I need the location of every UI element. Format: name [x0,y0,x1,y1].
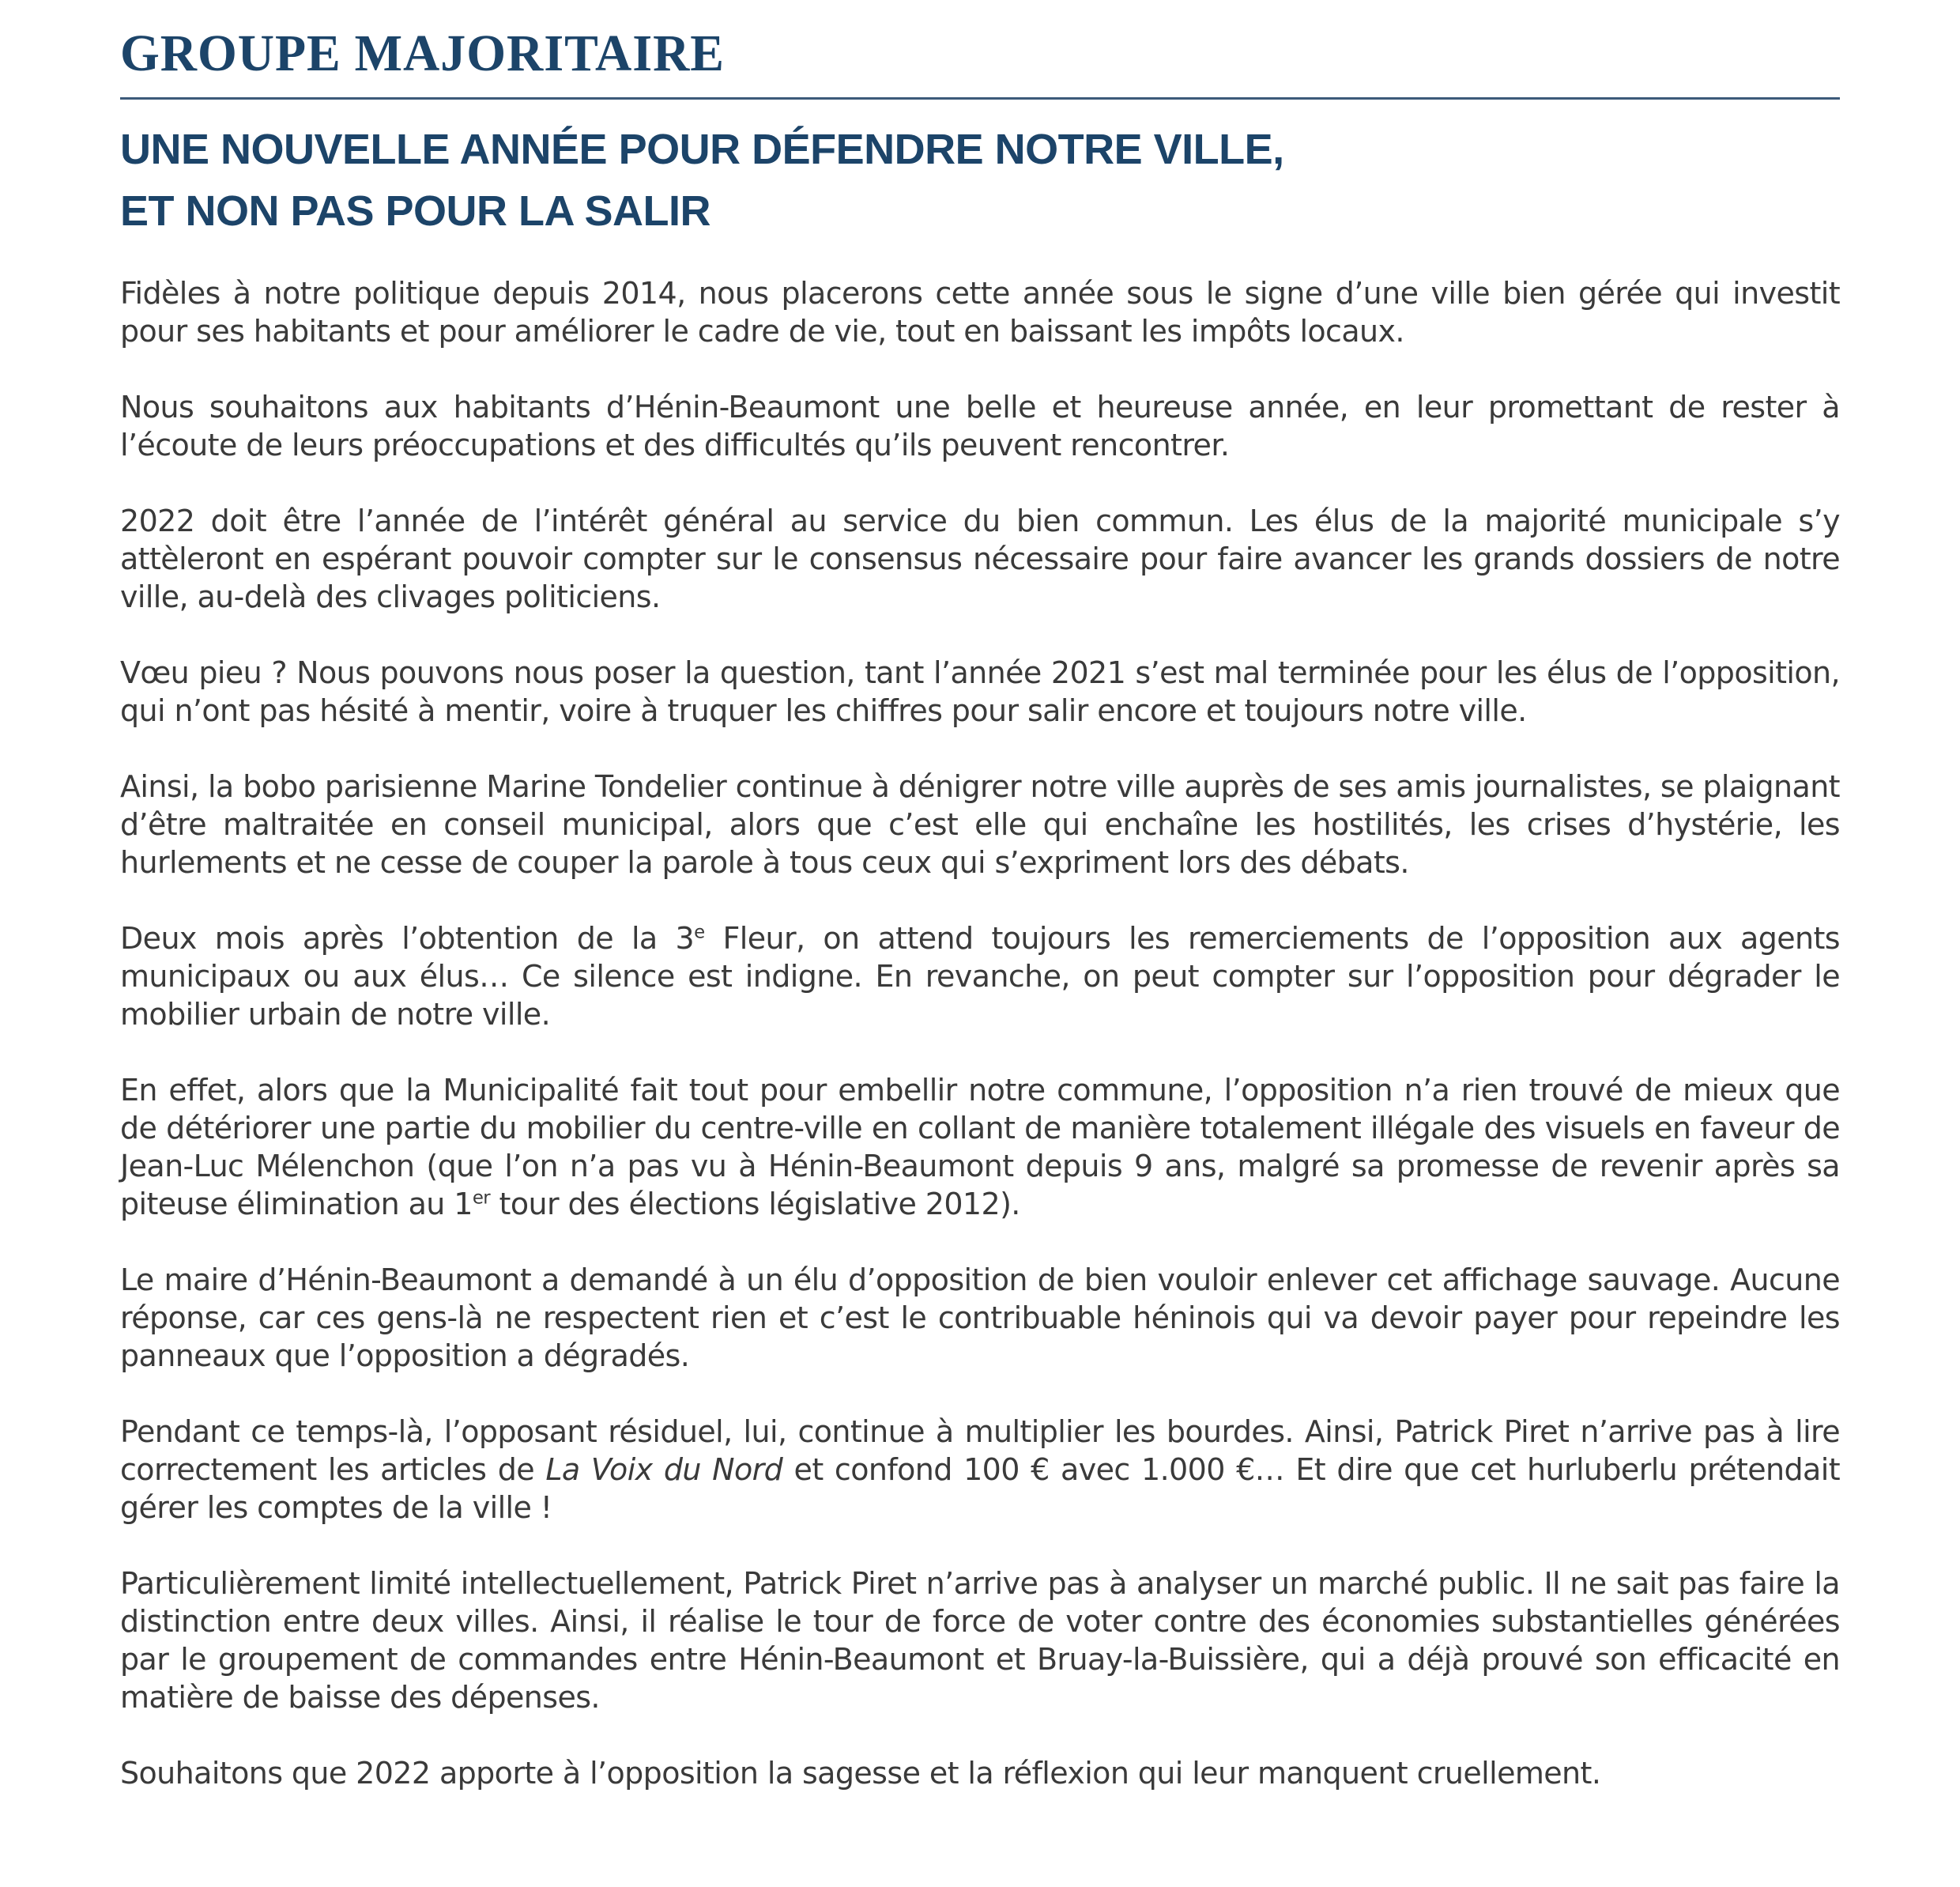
paragraph [120,1413,1840,1527]
headline-line-1: UNE NOUVELLE ANNÉE POUR DÉFENDRE NOTRE VILLE, [120,126,1284,173]
text-run: tour des élections législative 2012). [490,1187,1020,1221]
paragraph: Nous souhaitons aux habitants d’Hénin-Beaumont une belle et heureuse année, en leur promettant de rester à l’écoute de leurs préoccupations et des difficultés qu’ils peuvent rencontrer. [120,390,1840,462]
paragraph: Fidèles à notre politique depuis 2014, nous placerons cette année sous le signe d’une ville bien gérée qui investit pour ses habitants et pour améliorer le cadre de vie, tout en baissant les impôts locaux. [120,276,1840,349]
paragraph: Particulièrement limité intellectuellement, Patrick Piret n’arrive pas à analyser un marché public. Il ne sait pas faire la distinction entre deux villes. Ainsi, il réalise le tour de force de voter contre des économies substantielles générées par le groupement de commandes entre Hénin-Beaumont et Bruay-la-Buissière, qui a déjà prouvé son efficacité en matière de baisse des dépenses. [120,1566,1840,1715]
paragraph [120,1071,1840,1223]
paragraph [120,919,1840,1033]
paragraph: 2022 doit être l’année de l’intérêt général au service du bien commun. Les élus de la majorité municipale s’y attèleront en espérant pouvoir compter sur le consensus nécessaire pour faire avancer les grands dossiers de notre ville, au-delà des clivages politiciens. [120,504,1840,614]
paragraph: Souhaitons que 2022 apporte à l’opposition la sagesse et la réflexion qui leur manquent cruellement. [120,1756,1601,1791]
text-run: et confond 100 € avec 1.000 €… Et dire que cet hurluberlu prétendait gérer les comptes de la ville ! [120,1452,1840,1525]
superscript: er [472,1187,491,1209]
text-run: Fleur, on attend toujours les remerciements de l’opposition aux agents municipaux ou aux élus… Ce silence est indigne. En revanche, on peut compter sur l’opposition pour dégrader le mobilier urbain de notre ville. [120,921,1840,1032]
paragraph: Le maire d’Hénin-Beaumont a demandé à un élu d’opposition de bien vouloir enlever cet affichage sauvage. Aucune réponse, car ces gens-là ne respectent rien et c’est le contribuable héninois qui va devoir payer pour repeindre les panneaux que l’opposition a dégradés. [120,1262,1840,1373]
superscript: e [694,922,705,943]
article-body [120,274,1840,1792]
paragraph: Ainsi, la bobo parisienne Marine Tondelier continue à dénigrer notre ville auprès de ses amis journalistes, se plaignant d’être maltraitée en conseil municipal, alors que c’est elle qui enchaîne les hostilités, les crises d’hystérie, les hurlements et ne cesse de couper la parole à tous ceux qui s’expriment lors des débats. [120,769,1840,880]
text-run: Pendant ce temps-là, l’opposant résiduel, lui, continue à multiplier les bourdes. Ainsi, Patrick Piret n’arrive pas à lire correctement les articles de [120,1414,1840,1487]
paragraph: Vœu pieu ? Nous pouvons nous poser la question, tant l’année 2021 s’est mal terminée pour les élus de l’opposition, qui n’ont pas hésité à mentir, voire à truquer les chiffres pour salir encore et toujours notre ville. [120,655,1840,728]
newspaper-title: La Voix du Nord [545,1452,783,1487]
article-headline [120,119,1840,242]
headline-line-2: ET NON PAS POUR LA SALIR [120,187,711,235]
text-run: Deux mois après l’obtention de la 3 [120,921,695,956]
text-run: En effet, alors que la Municipalité fait tout pour embellir notre commune, l’opposition n’a rien trouvé de mieux que de détériorer une partie du mobilier du centre-ville en collant de manière totalement illégale des visuels en faveur de Jean-Luc Mélenchon (que l’on n’a pas vu à Hénin-Beaumont depuis 9 ans, malgré sa promesse de revenir après sa piteuse élimination au 1 [120,1073,1840,1221]
title-divider [120,97,1840,100]
group-title: GROUPE MAJORITAIRE [120,25,725,82]
